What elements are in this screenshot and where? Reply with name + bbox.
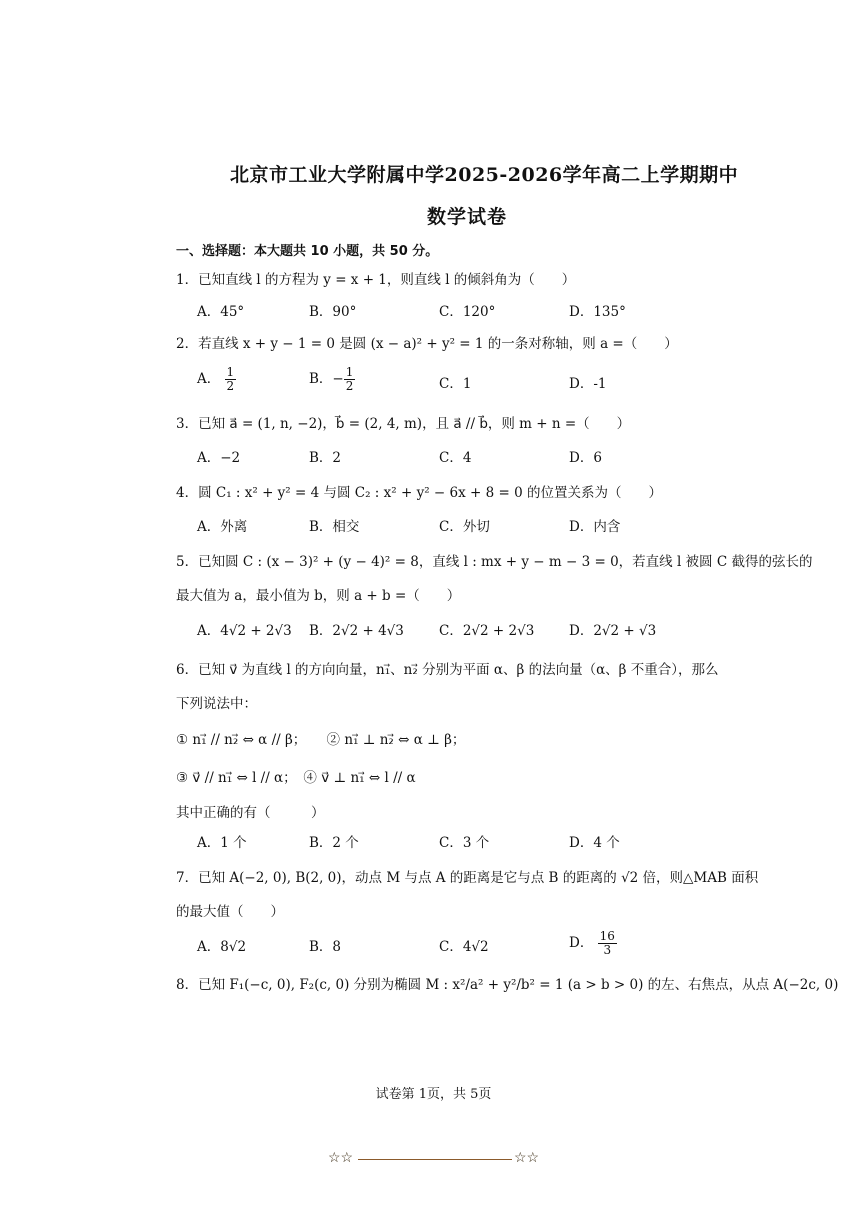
page-footer: 试卷第 1页，共 5页 (375, 1087, 492, 1102)
question-5-stem-line-1: 5．已知圆 C : (x − 3)² + (y − 4)² = 8，直线 l : mx + y − m − 3 = 0，若直线 l 被圆 C 截得的弦长的 (176, 554, 813, 570)
section-heading: 一、选择题：本大题共 10 小题，共 50 分。 (176, 244, 439, 259)
option-d: D．2√2 + √3 (569, 623, 657, 639)
question-6-stem-line-2: 下列说法中： (176, 696, 257, 712)
divider (358, 1159, 512, 1160)
fraction: $\frac{1}{2}$ (226, 365, 235, 393)
question-6-stem-line-5: 其中正确的有（ ） (176, 805, 325, 821)
option-d: D．4 个 (569, 835, 620, 851)
question-8-stem: 8．已知 F₁(−c, 0), F₂(c, 0) 分别为椭圆 M : x²/a² + y²/b² = 1 (a > b > 0) 的左、右焦点，从点 A(−2c, 0) (176, 977, 839, 993)
exam-title: 北京市工业大学附属中学2025-2026学年高二上学期期中 (230, 164, 739, 186)
question-4-options (197, 515, 697, 535)
star-icon: ☆☆ (514, 1150, 540, 1166)
option-d: D． $\frac{16}{3}$ (569, 929, 615, 957)
option-b: B．2√2 + 4√3 (309, 623, 404, 639)
option-c: C．2√2 + 2√3 (439, 623, 535, 639)
footer-decoration (328, 1150, 542, 1168)
option-b: B．2 个 (309, 835, 359, 851)
option-d: D．-1 (569, 376, 607, 392)
fraction: $\frac{16}{3}$ (599, 929, 615, 957)
question-5-stem-line-2: 最大值为 a，最小值为 b，则 a + b =（ ） (176, 588, 461, 604)
option-b: B．90° (309, 304, 357, 320)
option-c: C．4√2 (439, 939, 489, 955)
option-b: B．2 (309, 450, 342, 466)
question-6-statements-1-2: ① n₁⃗ // n₂⃗ ⇔ α // β； ② n₁⃗ ⊥ n₂⃗ ⇔ α ⊥ β； (176, 732, 466, 748)
option-a: A．1 个 (197, 835, 247, 851)
option-d: D．内含 (569, 519, 621, 535)
option-a: A．45° (197, 304, 245, 320)
exam-subtitle: 数学试卷 (426, 206, 507, 228)
option-b: B．− $\frac{1}{2}$ (309, 365, 354, 393)
option-c: C．4 (439, 450, 472, 466)
option-b: B．相交 (309, 519, 360, 535)
question-2-options (197, 365, 697, 393)
question-4-stem: 4．圆 C₁ : x² + y² = 4 与圆 C₂ : x² + y² − 6x + 8 = 0 的位置关系为（ ） (176, 485, 662, 501)
option-a: A．外离 (197, 519, 248, 535)
option-b: B．8 (309, 939, 342, 955)
question-1-options (197, 300, 697, 320)
option-c: C．外切 (439, 519, 490, 535)
question-3-options (197, 446, 697, 466)
question-7-options (197, 929, 697, 957)
question-6-statements-3-4: ③ v⃗ // n₁⃗ ⇔ l // α； ④ v⃗ ⊥ n₁⃗ ⇔ l // α (176, 770, 416, 786)
question-6-options (197, 831, 697, 851)
option-d: D．135° (569, 304, 626, 320)
option-a: A．4√2 + 2√3 (197, 623, 292, 639)
option-c: C．1 (439, 376, 472, 392)
question-1-stem: 1．已知直线 l 的方程为 y = x + 1，则直线 l 的倾斜角为（ ） (176, 272, 576, 288)
option-a: A．8√2 (197, 939, 247, 955)
question-7-stem-line-2: 的最大值（ ） (176, 904, 284, 920)
question-5-options (197, 619, 697, 639)
question-7-stem-line-1: 7．已知 A(−2, 0), B(2, 0)，动点 M 与点 A 的距离是它与点 B 的距离的 √2 倍，则△MAB 面积 (176, 870, 759, 886)
option-a: A． $\frac{1}{2}$ (197, 365, 235, 393)
question-2-stem: 2．若直线 x + y − 1 = 0 是圆 (x − a)² + y² = 1 的一条对称轴，则 a =（ ） (176, 336, 678, 352)
option-a: A．−2 (197, 450, 241, 466)
option-c: C．3 个 (439, 835, 490, 851)
question-6-stem-line-1: 6．已知 v⃗ 为直线 l 的方向向量，n₁⃗、n₂⃗ 分别为平面 α、β 的法向量（α、β 不重合），那么 (176, 662, 719, 678)
option-c: C．120° (439, 304, 496, 320)
question-3-stem: 3．已知 a⃗ = (1, n, −2)，b⃗ = (2, 4, m)，且 a⃗ // b⃗，则 m + n =（ ） (176, 416, 631, 432)
star-icon: ☆☆ (328, 1150, 354, 1166)
fraction: $\frac{1}{2}$ (345, 365, 354, 393)
option-d: D．6 (569, 450, 602, 466)
